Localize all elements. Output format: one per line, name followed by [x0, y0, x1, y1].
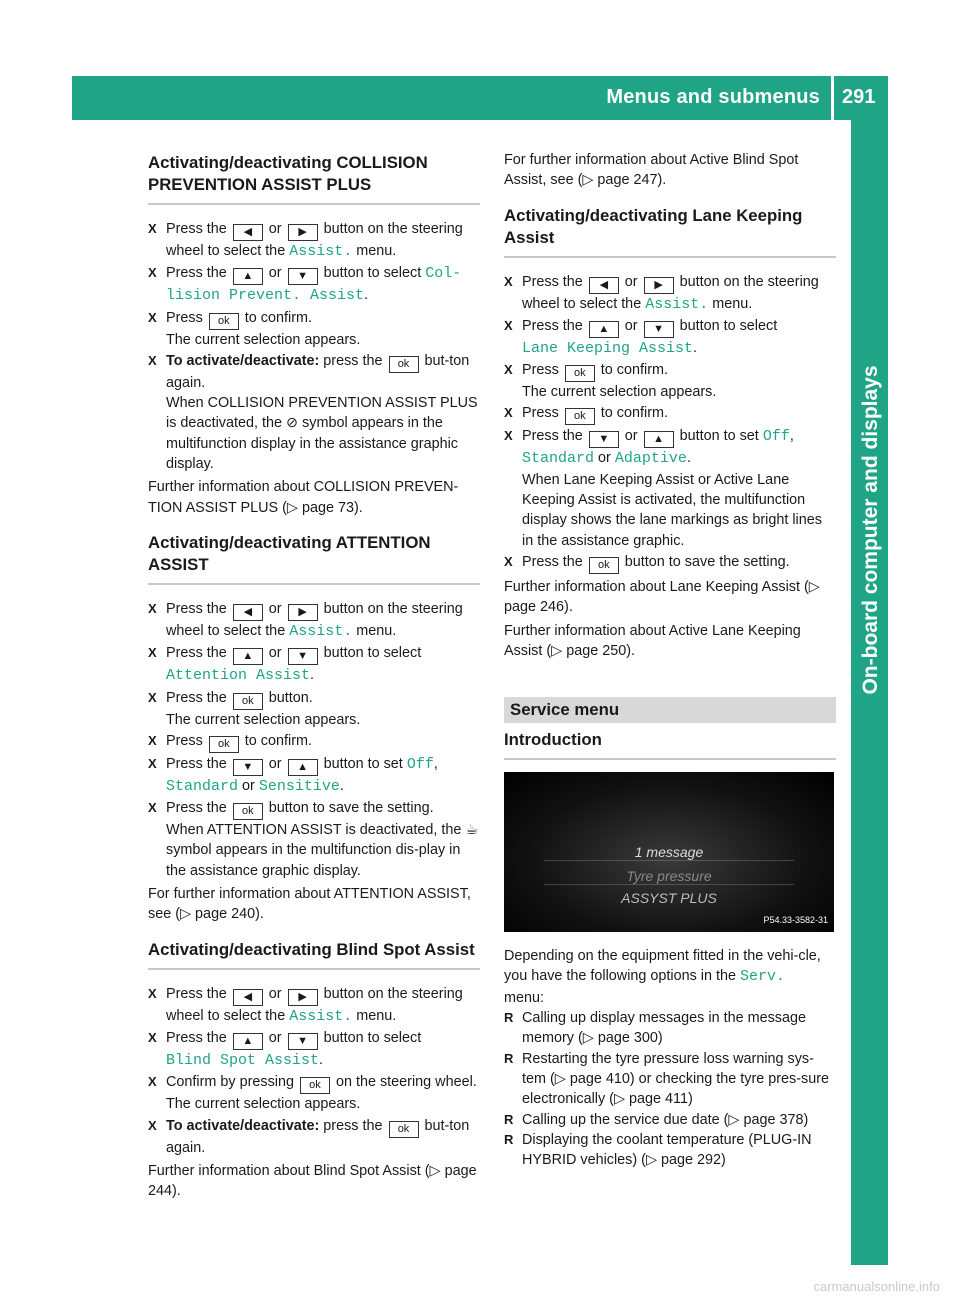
option-standard: Standard: [522, 450, 595, 468]
attention-further: For further information about ATTENTION ASSIST, see (▷ page 240).: [148, 886, 471, 923]
menu-assist: Assist.: [289, 1007, 353, 1025]
left-key-icon: ◀: [233, 224, 263, 241]
ok-key-icon: ok: [565, 408, 595, 425]
attention-off-icon: ☕: [465, 822, 479, 839]
down-key-icon: ▼: [589, 431, 619, 448]
service-option: R Displaying the coolant temperature (PLUG-IN HYBRID vehicles) (▷ page 292): [504, 1130, 836, 1171]
collision-off-icon: ⊘: [286, 415, 299, 432]
down-key-icon: ▼: [644, 321, 674, 338]
ok-key-icon: ok: [233, 803, 263, 820]
blindspot-step-1: X Press the ◀ or ▶ button on the steering wheel to select the Assist. menu.: [148, 984, 480, 1027]
ok-key-icon: ok: [389, 1121, 419, 1138]
menu-assist: Assist.: [289, 622, 353, 640]
collision-step-2: X Press the ▲ or ▼ button to select Col‐lision Prevent. Assist.: [148, 263, 480, 306]
left-key-icon: ◀: [589, 277, 619, 294]
up-key-icon: ▲: [233, 1033, 263, 1050]
attention-step-5: X Press the ▼ or ▲ button to set Off, Standard or Sensitive.: [148, 754, 480, 797]
screen-line-assyst: ASSYST PLUS: [621, 890, 717, 907]
attention-step-2: X Press the ▲ or ▼ button to select Attention Assist.: [148, 643, 480, 686]
lane-step-5: X Press the ▼ or ▲ button to set Off, Standard or Adaptive. When Lane Keeping Assist or Active Lane Keeping Assist is activated, the multifunction display shows the lane markings as bright lines in the assistance graphic.: [504, 426, 836, 550]
down-key-icon: ▼: [288, 1033, 318, 1050]
blindspot-heading: Activating/deactivating Blind Spot Assist: [148, 939, 480, 970]
ok-key-icon: ok: [389, 356, 419, 373]
menu-item-blindspot: Blind Spot Assist: [166, 1051, 320, 1069]
active-blindspot-further: For further information about Active Blind Spot Assist, see (▷ page 247).: [504, 152, 799, 189]
lane-step-3: X Press ok to confirm. The current selection appears.: [504, 360, 836, 402]
attention-step-1: X Press the ◀ or ▶ button on the steering wheel to select the Assist. menu.: [148, 599, 480, 642]
lane-step-4: X Press ok to confirm.: [504, 403, 836, 425]
up-key-icon: ▲: [233, 268, 263, 285]
attention-step-3: X Press the ok button. The current selection appears.: [148, 688, 480, 730]
right-column: [504, 150, 836, 1170]
menu-item-lane: Lane Keeping Assist: [522, 339, 694, 357]
attention-heading: Activating/deactivating ATTENTION ASSIST: [148, 532, 480, 585]
page-title: Menus and submenus: [606, 86, 820, 108]
service-description: Depending on the equipment fitted in the vehi-cle, you have the following options in the Serv. menu:: [504, 948, 821, 1006]
ok-key-icon: ok: [565, 365, 595, 382]
menu-item-attention: Attention Assist: [166, 667, 311, 685]
image-code: P54.33-3582-31: [763, 914, 828, 925]
right-key-icon: ▶: [288, 224, 318, 241]
menu-item-collision: Col‐lision Prevent. Assist: [166, 265, 462, 305]
service-option: R Calling up display messages in the message memory (▷ page 300): [504, 1008, 836, 1049]
footer-watermark: carmanualsonline.info: [813, 1279, 940, 1294]
ok-key-icon: ok: [300, 1077, 330, 1094]
lane-heading: Activating/deactivating Lane Keeping Assist: [504, 205, 836, 258]
option-adaptive: Adaptive: [614, 450, 687, 468]
up-key-icon: ▲: [233, 648, 263, 665]
attention-step-4: X Press ok to confirm.: [148, 731, 480, 753]
screen-line-tyre: Tyre pressure: [626, 868, 712, 885]
lane-step-2: X Press the ▲ or ▼ button to select Lane Keeping Assist.: [504, 316, 836, 359]
collision-step-3: X Press ok to confirm. The current selection appears.: [148, 308, 480, 350]
option-sensitive: Sensitive: [258, 777, 340, 795]
ok-key-icon: ok: [209, 736, 239, 753]
down-key-icon: ▼: [288, 648, 318, 665]
option-standard: Standard: [166, 777, 239, 795]
option-off: Off: [762, 428, 790, 446]
collision-further: Further information about COLLISION PREVEN-TION ASSIST PLUS (▷ page 73).: [148, 479, 459, 516]
page-number: 291: [842, 86, 876, 108]
blindspot-further: Further information about Blind Spot Assist (▷ page 244).: [148, 1162, 477, 1200]
ok-key-icon: ok: [589, 557, 619, 574]
service-menu-band: Service menu: [504, 697, 836, 723]
attention-step-6: X Press the ok button to save the setting. When ATTENTION ASSIST is deactivated, the ☕ symbol appears in the multifunction dis-play in the assistance graphic display.: [148, 798, 480, 881]
service-option: R Calling up the service due date (▷ page 378): [504, 1110, 836, 1130]
left-column: [148, 150, 480, 1201]
menu-assist: Assist.: [645, 295, 709, 313]
up-key-icon: ▲: [589, 321, 619, 338]
up-key-icon: ▲: [288, 759, 318, 776]
left-key-icon: ◀: [233, 989, 263, 1006]
right-key-icon: ▶: [644, 277, 674, 294]
header-divider: [831, 76, 834, 120]
menu-assist: Assist.: [289, 243, 353, 260]
lane-further-2: Further information about Active Lane Keeping Assist (▷ page 250).: [504, 622, 801, 659]
collision-step-1: X Press the ◀ or ▶ button on the steering wheel to select the Assist. menu.: [148, 219, 480, 262]
introduction-heading: Introduction: [504, 729, 836, 760]
option-off: Off: [406, 755, 434, 773]
collision-step-4: X To activate/deactivate: press the ok but-ton again. When COLLISION PREVENTION ASSIST PLUS is deactivated, the ⊘ symbol appears in the multifunction display in the assistance graphic display.: [148, 351, 480, 474]
screen-line-message: 1 message: [634, 844, 704, 861]
blindspot-step-2: X Press the ▲ or ▼ button to select Blind Spot Assist.: [148, 1028, 480, 1071]
lane-further-1: Further information about Lane Keeping Assist (▷ page 246).: [504, 578, 820, 616]
up-key-icon: ▲: [644, 431, 674, 448]
menu-serv: Serv.: [740, 968, 786, 986]
left-key-icon: ◀: [233, 604, 263, 621]
right-key-icon: ▶: [288, 604, 318, 621]
blindspot-step-4: X To activate/deactivate: press the ok but-ton again.: [148, 1116, 480, 1158]
service-option: R Restarting the tyre pressure loss warning sys-tem (▷ page 410) or checking the tyre pres-sure electronically (▷ page 411): [504, 1049, 836, 1110]
right-key-icon: ▶: [288, 989, 318, 1006]
down-key-icon: ▼: [233, 759, 263, 776]
display-screenshot: [504, 772, 834, 932]
lane-step-1: X Press the ◀ or ▶ button on the steering wheel to select the Assist. menu.: [504, 272, 836, 315]
lane-step-6: X Press the ok button to save the setting.: [504, 552, 836, 574]
collision-heading: Activating/deactivating COLLISION PREVENTION ASSIST PLUS: [148, 152, 480, 205]
ok-key-icon: ok: [209, 313, 239, 330]
blindspot-step-3: X Confirm by pressing ok on the steering wheel. The current selection appears.: [148, 1072, 480, 1114]
ok-key-icon: ok: [233, 693, 263, 710]
chapter-label: On-board computer and displays: [859, 365, 882, 695]
down-key-icon: ▼: [288, 268, 318, 285]
